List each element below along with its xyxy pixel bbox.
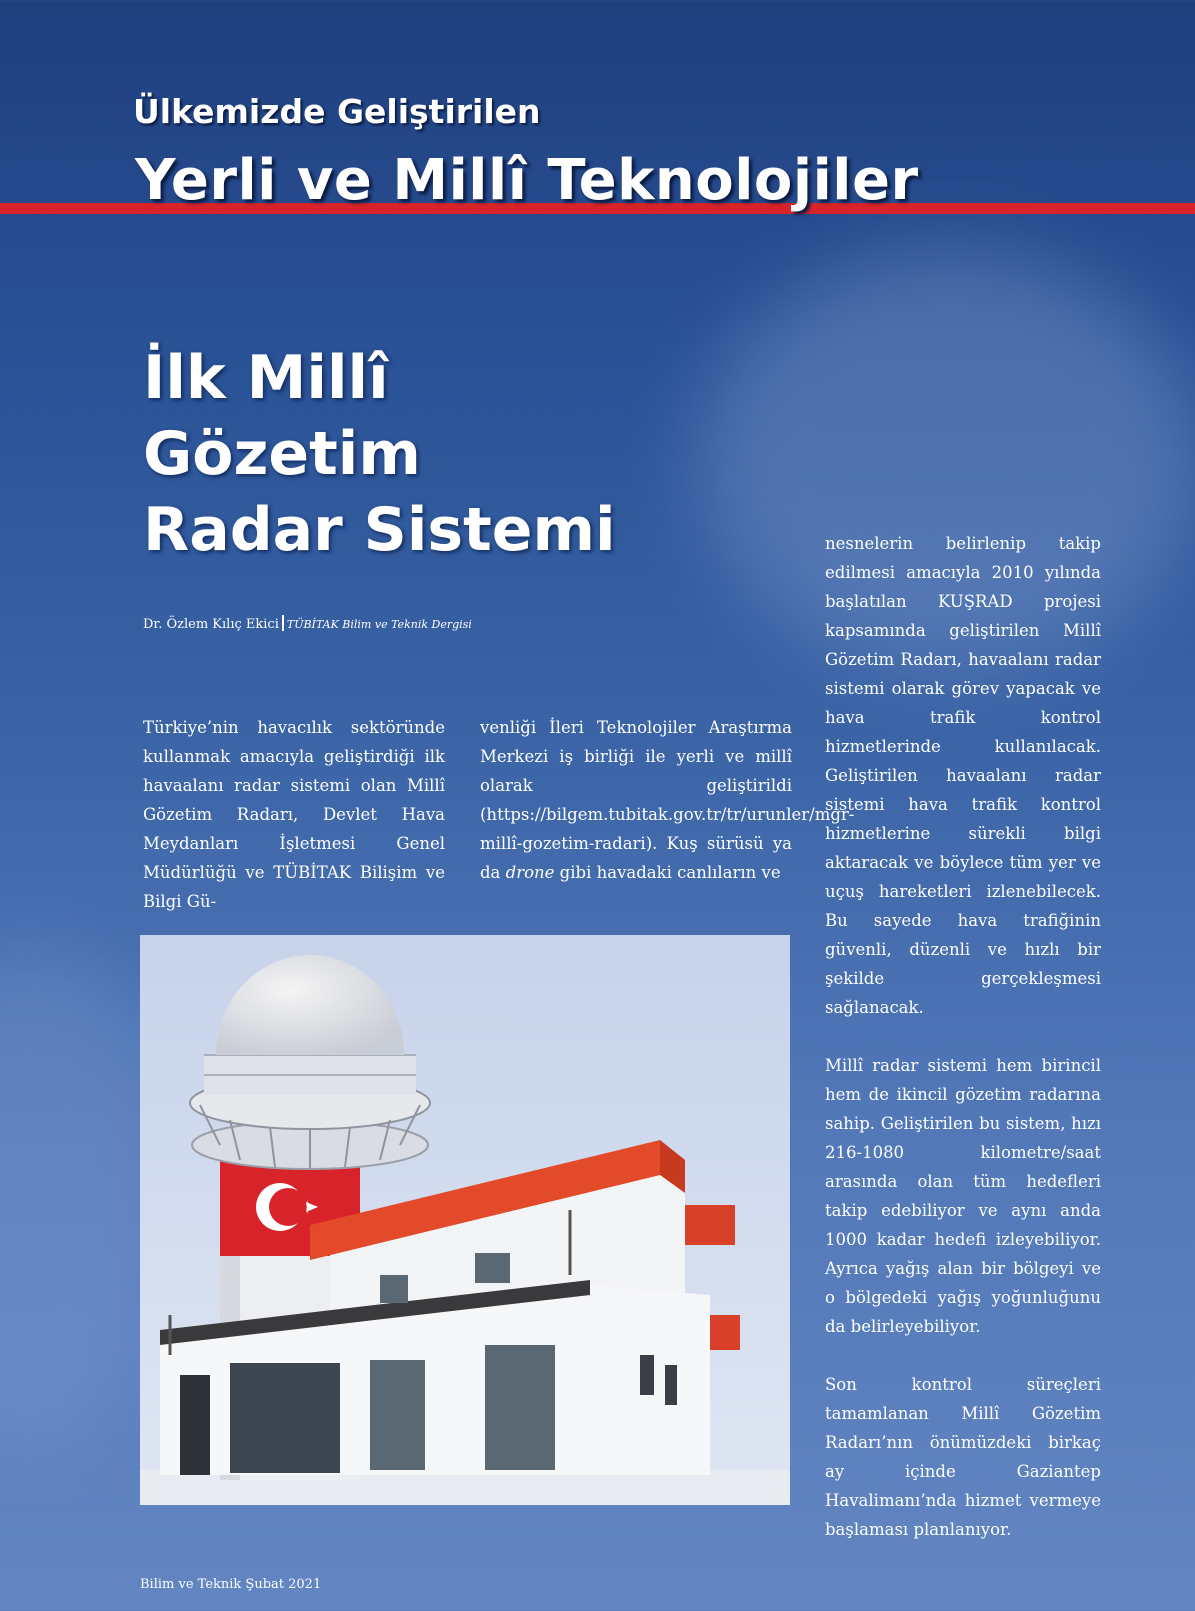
page-footer: Bilim ve Teknik Şubat 2021	[140, 1577, 322, 1592]
body-text-italic: drone	[505, 863, 555, 882]
source-name: TÜBİTAK Bilim ve Teknik Dergisi	[286, 618, 472, 631]
byline	[143, 615, 472, 632]
text-column-3	[825, 529, 1101, 1544]
body-paragraph	[480, 713, 855, 887]
text-column-2	[480, 713, 855, 887]
body-paragraph: Millî radar sistemi hem birincil hem de ikincil gözetim radarına sahip. Geliştirilen bu sistem, hızı 216-1080 kilometre/saat arasında olan tüm hedefleri takip edebiliyor ve aynı anda 1000 kadar hedefi izleyebiliyor. Ayrıca yağış alan bir bölgeyi ve o bölgedeki yağış yoğunluğunu da belirleyebiliyor.	[825, 1056, 1101, 1336]
body-text: venliği İleri Teknolojiler Araştırma Merkezi iş birliği ile yerli ve millî olarak geliştirildi (https://bilgem.tubitak.gov.tr/tr/urunler/mgr-millî-gozetim-radari). Kuş sürüsü ya da	[480, 718, 855, 882]
body-paragraph: nesnelerin belirlenip takip edilmesi amacıyla 2010 yılında başlatılan KUŞRAD projesi kapsamında geliştirilen Millî Gözetim Radarı, havaalanı radar sistemi olarak görev yapacak ve hava trafik kontrol hizmetlerinde kullanılacak. Geliştirilen havaalanı radar sistemi hava trafik kontrol hizmetlerine sürekli bilgi aktaracak ve böylece tüm yer ve uçuş hareketleri izlenebilecek. Bu sayede hava trafiğinin güvenli, düzenli ve hızlı bir şekilde gerçekleşmesi sağlanacak.	[825, 534, 1101, 1017]
body-text: gibi havadaki canlıların ve	[554, 863, 781, 882]
radar-tower-photo	[140, 935, 790, 1505]
article-title-line: İlk Millî	[143, 343, 389, 413]
author-name: Dr. Özlem Kılıç Ekici	[143, 617, 279, 632]
byline-separator	[282, 615, 284, 631]
body-paragraph: Türkiye’nin havacılık sektöründe kullanmak amacıyla geliştirdiği ilk havaalanı radar sistemi olan Millî Gözetim Radarı, Devlet Hava Meydanları İşletmesi Genel Müdürlüğü ve TÜBİTAK Bilişim ve Bilgi Gü-	[143, 718, 445, 911]
article-title	[143, 340, 616, 568]
article-title-line: Gözetim	[143, 419, 421, 489]
text-column-1	[143, 713, 445, 916]
article-title-line: Radar Sistemi	[143, 495, 616, 565]
section-kicker: Ülkemizde Geliştirilen	[133, 92, 541, 131]
body-paragraph: Son kontrol süreçleri tamamlanan Millî Gözetim Radarı’nın önümüzdeki birkaç ay içinde Gaziantep Havalimanı’nda hizmet vermeye başlaması planlanıyor.	[825, 1375, 1101, 1539]
series-title: Yerli ve Millî Teknolojiler	[135, 148, 919, 213]
